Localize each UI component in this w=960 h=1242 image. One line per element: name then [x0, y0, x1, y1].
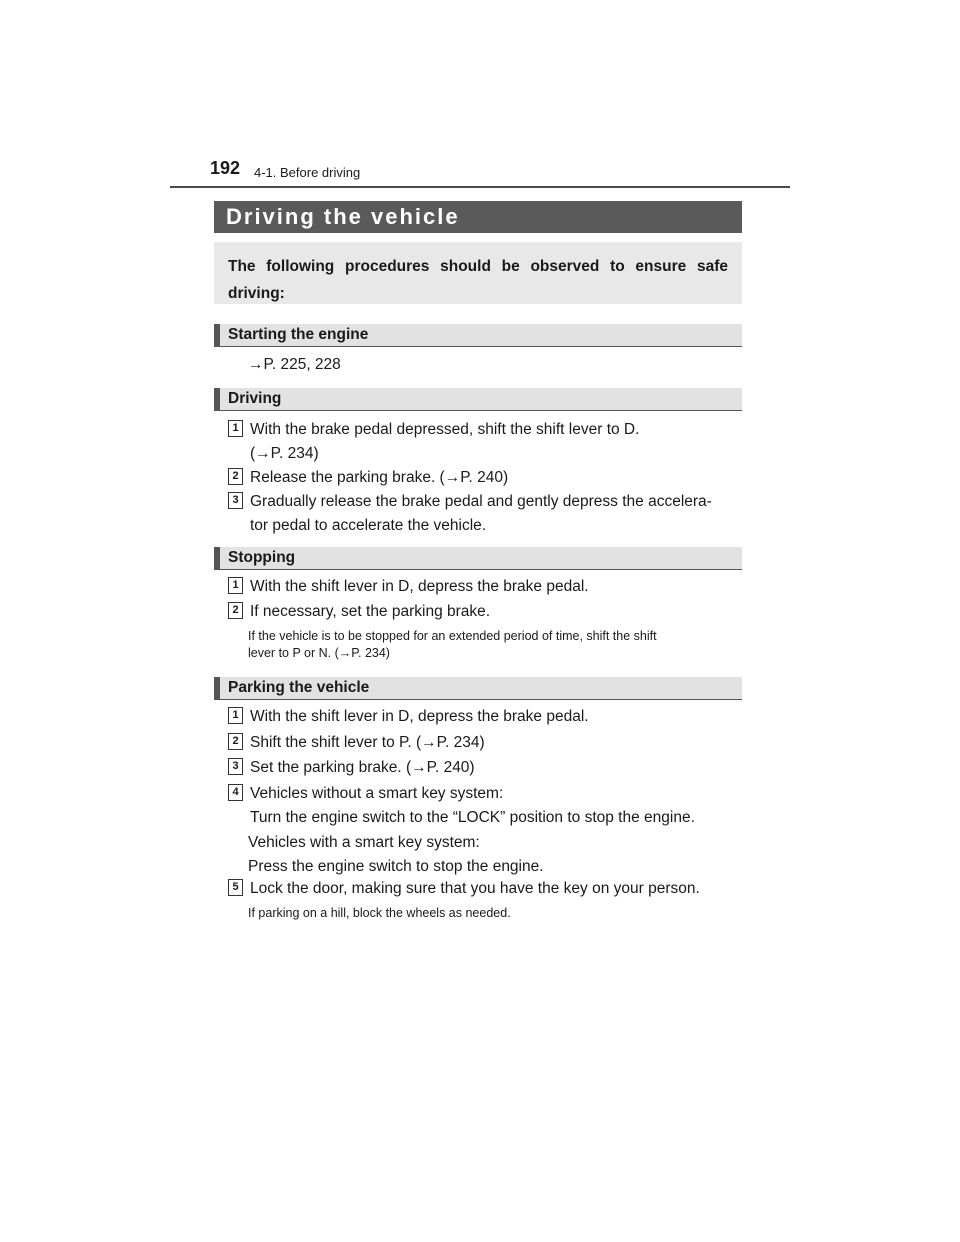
header-rule — [170, 186, 790, 188]
driving-step-2 — [228, 466, 748, 490]
starting-page-reference: →P. 225, 228 — [248, 356, 341, 373]
step-number-badge: 1 — [228, 707, 243, 724]
step-number-badge: 3 — [228, 492, 243, 509]
parking-step-5 — [228, 877, 748, 901]
step-text: If necessary, set the parking brake. — [250, 603, 491, 620]
step-text: Lock the door, making sure that you have the key on your person. — [250, 880, 700, 897]
step-text: Turn the engine switch to the “LOCK” position to stop the engine. — [250, 809, 695, 826]
stopping-step-2 — [228, 600, 748, 624]
step-text: Set the parking brake. (→P. 240) — [250, 759, 475, 776]
page-number: 192 — [210, 158, 241, 178]
subheading-stopping: Stopping — [214, 547, 742, 570]
page-title: Driving the vehicle — [214, 201, 742, 233]
step-text: Shift the shift lever to P. (→P. 234) — [250, 734, 485, 751]
parking-note: If parking on a hill, block the wheels as needed. — [248, 906, 511, 920]
parking-step-3 — [228, 756, 748, 780]
step-text: (→P. 234) — [250, 445, 319, 462]
step-text: Vehicles without a smart key system: — [250, 785, 504, 802]
section-reference: 4-1. Before driving — [254, 165, 361, 180]
step-number-badge: 3 — [228, 758, 243, 775]
parking-step-4 — [228, 782, 748, 830]
parking-step-1 — [228, 705, 748, 729]
subheading-driving: Driving — [214, 388, 742, 411]
step-number-badge: 5 — [228, 879, 243, 896]
step-text: Release the parking brake. (→P. 240) — [250, 469, 509, 486]
subheading-starting-engine: Starting the engine — [214, 324, 742, 347]
stopping-note: If the vehicle is to be stopped for an extended period of time, shift the shift lever to P or N. (→P. 234) — [248, 629, 657, 660]
step-number-badge: 2 — [228, 602, 243, 619]
step-text: With the shift lever in D, depress the brake pedal. — [250, 578, 589, 595]
step-text: With the brake pedal depressed, shift the shift lever to D. — [250, 421, 640, 438]
step-number-badge: 1 — [228, 420, 243, 437]
smart-key-instructions: Vehicles with a smart key system: Press the engine switch to stop the engine. — [248, 834, 544, 875]
step-number-badge: 1 — [228, 577, 243, 594]
stopping-step-1 — [228, 575, 748, 599]
driving-step-1 — [228, 418, 748, 466]
step-text: With the shift lever in D, depress the brake pedal. — [250, 708, 589, 725]
step-text: tor pedal to accelerate the vehicle. — [250, 517, 487, 534]
step-number-badge: 2 — [228, 468, 243, 485]
parking-step-2 — [228, 731, 748, 755]
step-number-badge: 2 — [228, 733, 243, 750]
subheading-parking: Parking the vehicle — [214, 677, 742, 700]
driving-step-3 — [228, 490, 748, 538]
step-number-badge: 4 — [228, 784, 243, 801]
step-text: Gradually release the brake pedal and gently depress the accelera- — [250, 493, 712, 510]
intro-box: The following procedures should be observed to ensure safe driving: — [214, 242, 742, 304]
